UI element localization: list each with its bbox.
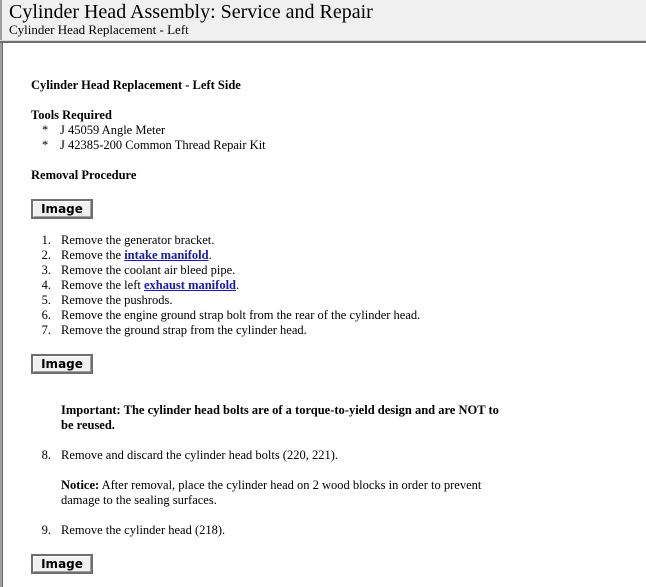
step-text-part: Remove the pushrods. [61,293,173,307]
page-subtitle: Cylinder Head Replacement - Left [9,22,189,37]
step-number: 2. [41,248,51,262]
notice-text: After removal, place the cylinder head on 2 wood blocks in order to prevent [99,478,482,492]
page-title: Cylinder Head Assembly: Service and Repair [9,1,373,23]
step-text-part: Remove the [61,248,125,262]
step-text [61,293,172,308]
image-button[interactable]: Image [31,354,93,374]
tool-item: J 42385-200 Common Thread Repair Kit [60,138,266,152]
image-button[interactable]: Image [31,554,93,574]
step-number: 8. [41,448,51,462]
step-text [61,278,239,293]
step-text: Remove and discard the cylinder head bolts (220, 221). [61,448,339,462]
step-text-part: Remove the engine ground strap bolt from the rear of the cylinder head. [61,308,421,322]
step-number: 1. [41,233,51,247]
removal-heading: Removal Procedure [31,168,137,182]
step-text [61,323,307,338]
tool-item: J 45059 Angle Meter [60,123,166,137]
frame-border-inner [2,43,3,587]
bullet-icon: * [42,123,49,137]
notice-note [61,478,481,493]
step-text-part: Remove the coolant air bleed pipe. [61,263,236,277]
step-text-part: Remove the left [61,278,144,292]
step-number: 7. [41,323,51,337]
step-text [61,308,420,323]
step-text-part: . [208,248,212,262]
step-text-part: Remove the ground strap from the cylinder head. [61,323,307,337]
document-header [0,0,646,40]
important-note: Important: The cylinder head bolts are of a torque-to-yield design and are NOT to [61,403,499,417]
step-text-part: Remove the generator bracket. [61,233,215,247]
exhaust-manifold-link[interactable]: exhaust manifold [143,278,236,292]
step-text [61,248,212,263]
step-number: 3. [41,263,51,277]
step-text [61,263,235,278]
step-text: Remove the cylinder head (218). [61,523,226,537]
step-text-part: . [236,278,240,292]
tools-heading: Tools Required [31,108,112,122]
step-number: 6. [41,308,51,322]
notice-label: Notice: [61,478,100,492]
bullet-icon: * [42,138,49,152]
step-text [61,233,214,248]
image-button[interactable]: Image [31,199,93,219]
step-number: 5. [41,293,51,307]
notice-note-cont: damage to the sealing surfaces. [61,493,217,507]
important-note-cont: be reused. [61,418,115,432]
section-title: Cylinder Head Replacement - Left Side [31,78,241,92]
step-number: 9. [41,523,51,537]
step-number: 4. [41,278,51,292]
header-divider-dark [0,41,646,43]
intake-manifold-link[interactable]: intake manifold [124,248,209,262]
